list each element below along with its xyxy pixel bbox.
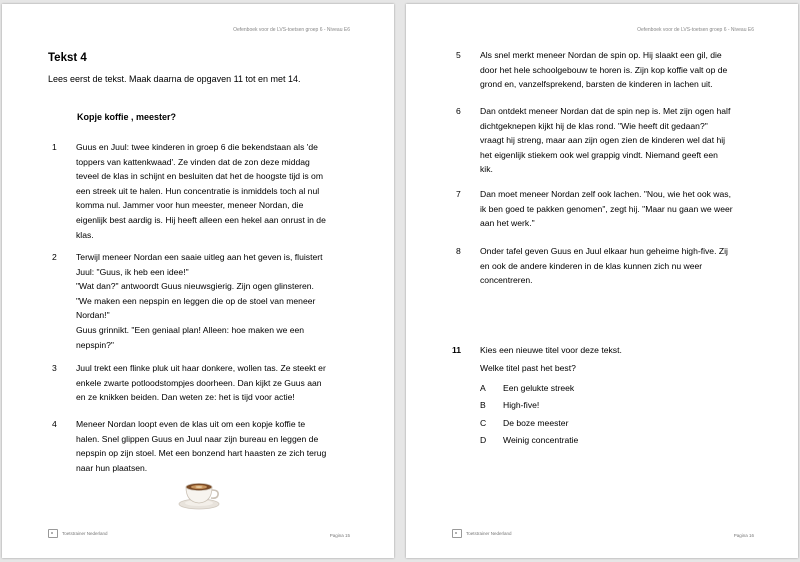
paragraph-line: en ze knikken beiden. Dan weten ze: het is tijd voor actie! bbox=[76, 392, 295, 403]
page-left bbox=[2, 4, 394, 558]
paragraph-line: vraagt hij streng, maar aan zijn ogen zien de kinderen wel dat hij bbox=[480, 135, 726, 146]
paragraph-number: 4 bbox=[52, 419, 57, 429]
option-letter: A bbox=[480, 383, 486, 393]
paragraph-8 bbox=[456, 244, 756, 288]
section-heading: Tekst 4 bbox=[48, 52, 87, 64]
page-right bbox=[406, 4, 798, 558]
question-text: Kies een nieuwe titel voor deze tekst. bbox=[480, 345, 622, 355]
question-11 bbox=[452, 345, 762, 453]
paragraph-line: ik ben goed te pakken genomen", zegt hij. "Maar nu gaan we weer bbox=[480, 203, 733, 214]
paragraph-6 bbox=[456, 104, 756, 177]
paragraph-line: Juul trekt een flinke pluk uit haar donkere, wollen tas. Ze steekt er bbox=[76, 363, 326, 373]
paragraph-4 bbox=[52, 417, 352, 475]
paragraph-5 bbox=[456, 48, 756, 92]
page-number: Pagina 16 bbox=[733, 533, 754, 538]
paragraph-line: nepspin?" bbox=[76, 339, 114, 350]
paragraph-line: concentreren. bbox=[480, 275, 533, 286]
paragraph-line: Terwijl meneer Nordan een saaie uitleg aan het geven is, fluistert bbox=[76, 252, 323, 262]
answer-option-a[interactable] bbox=[452, 383, 762, 400]
paragraph-number: 7 bbox=[456, 189, 461, 199]
footer-brand-text: Toetstrainer Nederland bbox=[466, 531, 512, 536]
paragraph-number: 5 bbox=[456, 50, 461, 60]
paragraph-line: Onder tafel geven Guus en Juul elkaar hun geheime high-five. Zij bbox=[480, 246, 728, 256]
paragraph-7 bbox=[456, 187, 756, 231]
story-title: Kopje koffie , meester? bbox=[77, 112, 177, 122]
paragraph-line: een streek uit te halen. Hun concentratie is inmiddels toch al nul bbox=[76, 185, 320, 196]
paragraph-line: Guus grinnikt. "Een geniaal plan! Alleen: hoe maken we een bbox=[76, 324, 305, 335]
paragraph-line: en ook de andere kinderen in de klas kunnen zich nu weer bbox=[480, 260, 703, 271]
paragraph-line: Juul: "Guus, ik heb een idee!" bbox=[76, 266, 189, 277]
paragraph-number: 2 bbox=[52, 252, 57, 262]
brand-logo-icon bbox=[452, 529, 462, 538]
footer-brand-text: Toetstrainer Nederland bbox=[62, 531, 108, 536]
paragraph-line: "Wat dan?" antwoordt Guus nieuwsgierig. Zijn ogen glinsteren. bbox=[76, 281, 314, 292]
page-number: Pagina 15 bbox=[329, 533, 350, 538]
option-text: Een gelukte streek bbox=[503, 383, 575, 393]
answer-option-b[interactable] bbox=[452, 400, 762, 417]
option-text: Weinig concentratie bbox=[503, 435, 579, 446]
coffee-cup-icon bbox=[176, 475, 222, 511]
paragraph-line: naar hun plaatsen. bbox=[76, 462, 148, 473]
paragraph-line: het eigenlijk stiekem ook wel grappig vindt. Niemand geeft een bbox=[480, 149, 718, 160]
answer-option-c[interactable] bbox=[452, 418, 762, 435]
paragraph-line: nepspin op zijn stoel. Met een bonzend hart haasten ze zich terug bbox=[76, 448, 327, 459]
option-text: High-five! bbox=[503, 400, 540, 411]
option-letter: B bbox=[480, 400, 486, 411]
paragraph-1 bbox=[52, 140, 352, 242]
paragraph-line: Nordan!" bbox=[76, 310, 110, 321]
question-subtext: Welke titel past het best? bbox=[480, 363, 576, 373]
paragraph-line: Dan ontdekt meneer Nordan dat de spin nep is. Met zijn ogen half bbox=[480, 106, 731, 116]
paragraph-line: Guus en Juul: twee kinderen in groep 6 die bekendstaan als 'de bbox=[76, 142, 318, 152]
paragraph-line: aan het werk." bbox=[480, 218, 535, 229]
paragraph-3 bbox=[52, 361, 352, 405]
paragraph-line: enkele zwarte potloodstompjes doorheen. Dan kijkt ze Guus aan bbox=[76, 377, 322, 388]
running-header: Oefenboek voor de LVS-toetsen groep 6 - Niveau E6 bbox=[233, 27, 350, 33]
paragraph-line: grond en, vanzelfsprekend, barsten de kinderen in lachen uit. bbox=[480, 79, 713, 90]
instruction-text: Lees eerst de tekst. Maak daarna de opgaven 11 tot en met 14. bbox=[48, 74, 301, 84]
option-text: De boze meester bbox=[503, 417, 569, 428]
paragraph-line: Meneer Nordan loopt even de klas uit om een kopje koffie te bbox=[76, 419, 306, 429]
paragraph-line: door het hele schoolgebouw te horen is. Zijn kop koffie valt op de bbox=[480, 64, 728, 75]
paragraph-line: kik. bbox=[480, 164, 493, 175]
footer-brand bbox=[48, 529, 108, 538]
brand-logo-icon bbox=[48, 529, 58, 538]
paragraph-line: teveel de klas in schijnt en besluiten dat het de hoogste tijd is om bbox=[76, 171, 323, 182]
question-number: 11 bbox=[452, 345, 462, 355]
paragraph-line: toppers van kattenkwaad'. Ze vinden dat de zon deze middag bbox=[76, 156, 310, 167]
paragraph-line: eigenlijk best aardig is. Hij heeft alleen een hekel aan onrust in de bbox=[76, 214, 326, 225]
paragraph-line: komma nul. Jammer voor hun meester, meneer Nordan, die bbox=[76, 200, 304, 211]
footer-brand bbox=[452, 529, 512, 538]
paragraph-number: 1 bbox=[52, 142, 57, 152]
paragraph-line: dichtgeknepen kijkt hij de klas rond. "Wie heeft dit gedaan?" bbox=[480, 120, 708, 131]
option-letter: C bbox=[480, 417, 487, 428]
paragraph-number: 6 bbox=[456, 106, 461, 116]
paragraph-line: klas. bbox=[76, 229, 94, 240]
paragraph-line: halen. Snel glippen Guus en Juul naar zijn bureau en leggen de bbox=[76, 433, 319, 444]
paragraph-number: 3 bbox=[52, 363, 57, 373]
paragraph-number: 8 bbox=[456, 246, 461, 256]
running-header: Oefenboek voor de LVS-toetsen groep 6 - Niveau E6 bbox=[637, 27, 754, 33]
option-letter: D bbox=[480, 435, 487, 446]
paragraph-line: Als snel merkt meneer Nordan de spin op. Hij slaakt een gil, die bbox=[480, 50, 722, 60]
paragraph-line: "We maken een nepspin en leggen die op de stoel van meneer bbox=[76, 295, 316, 306]
paragraph-2 bbox=[52, 250, 352, 352]
answer-option-d[interactable] bbox=[452, 435, 762, 452]
paragraph-line: Dan moet meneer Nordan zelf ook lachen. "Nou, wie het ook was, bbox=[480, 189, 731, 199]
